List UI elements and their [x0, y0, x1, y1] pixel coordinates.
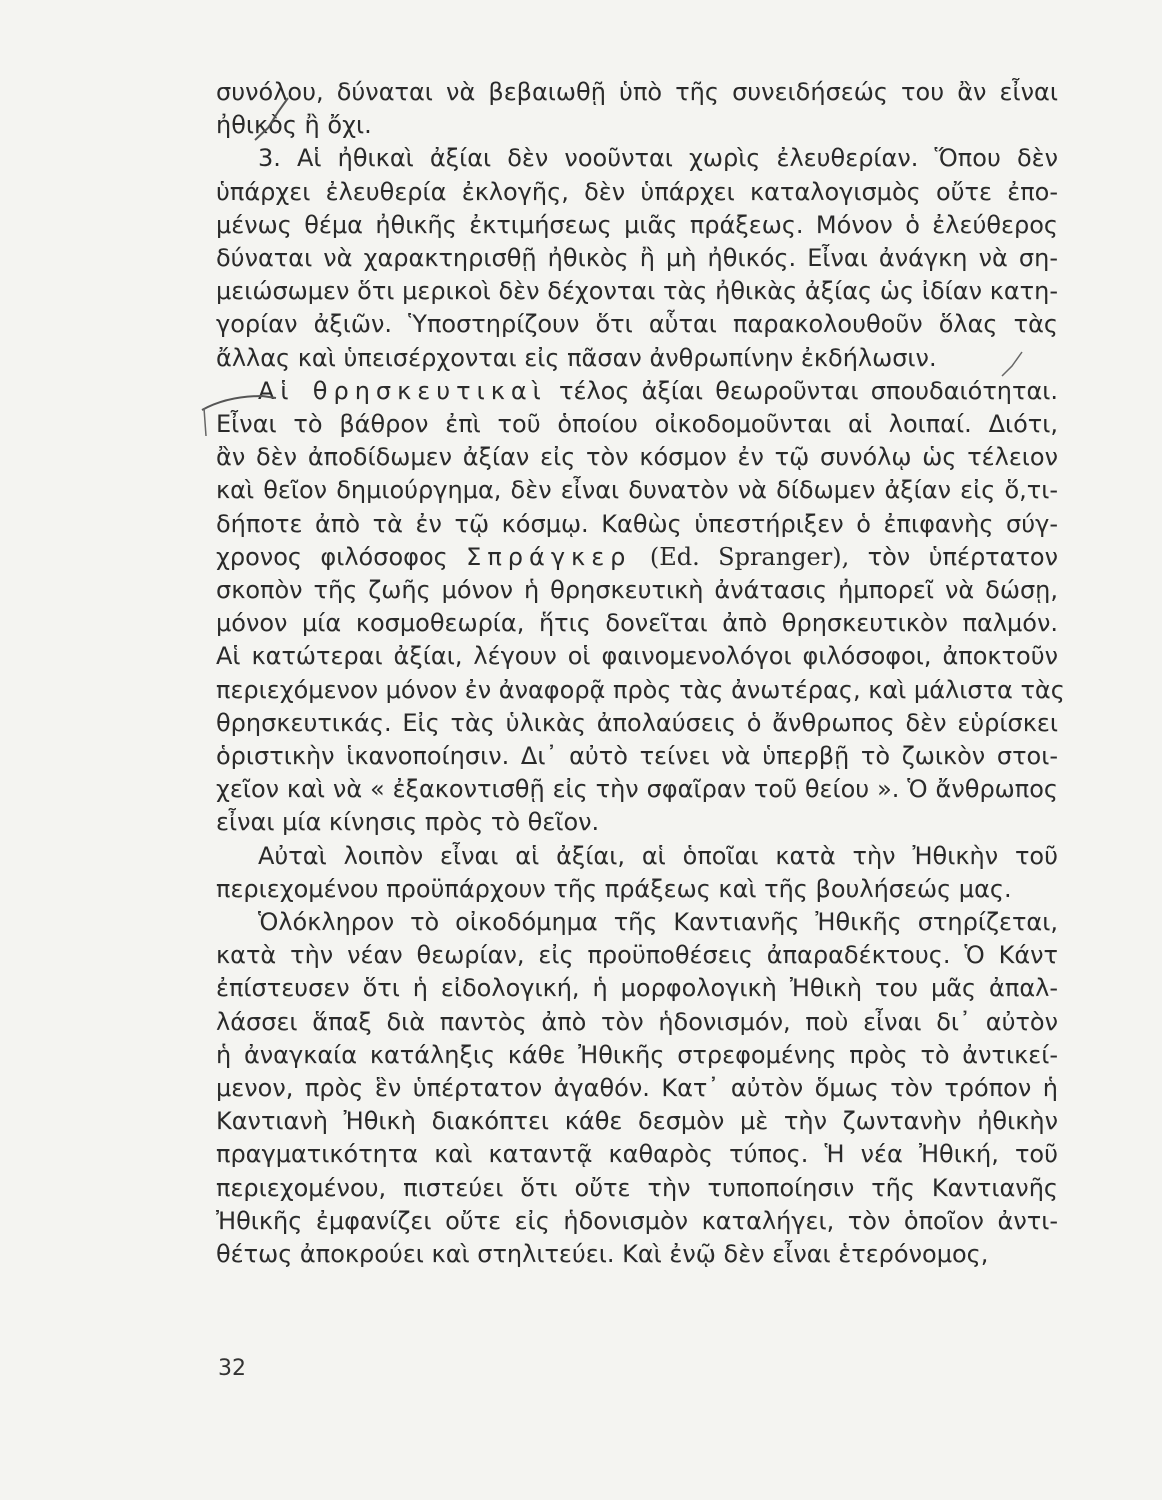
text-line: καὶ θεῖον δημιούργημα, δὲν εἶναι δυνατὸν νὰ δίδωμεν ἀξίαν εἰς ὅ,τι-	[216, 476, 1058, 504]
text-line: ὑπάρχει ἐλευθερία ἐκλογῆς, δὲν ὑπάρχει καταλογισμὸς οὔτε ἐπο-	[216, 178, 1058, 206]
text-line: σκοπὸν τῆς ζωῆς μόνον ἡ θρησκευτικὴ ἀνάτασις ἠμπορεῖ νὰ δώσῃ,	[216, 576, 1058, 604]
text-line: ἂν δὲν ἀποδίδωμεν ἀξίαν εἰς τὸν κόσμον ἐν τῷ συνόλῳ ὡς τέλειον	[216, 443, 1058, 471]
text-fragment: τέλος ἀξίαι θεωροῦνται σπουδαιότηται.	[546, 377, 1059, 405]
text-line: Εἶναι τὸ βάθρον ἐπὶ τοῦ ὁποίου οἰκοδομοῦνται αἱ λοιπαί. Διότι,	[216, 410, 1058, 438]
spaced-emphasis: Αἱ θρησκευτικαὶ	[258, 377, 547, 405]
text-line: Καντιανὴ Ἠθικὴ διακόπτει κάθε δεσμὸν μὲ τὴν ζωντανὴν ἠθικὴν	[216, 1107, 1058, 1135]
text-line: κατὰ τὴν νέαν θεωρίαν, εἰς προϋποθέσεις ἀπαραδέκτους. Ὁ Κάντ	[216, 941, 1058, 969]
text-line: μενον, πρὸς ἓν ὑπέρτατον ἀγαθόν. Κατ᾿ αὐτὸν ὅμως τὸν τρόπον ἡ	[216, 1074, 1058, 1102]
text-fragment: χρονος φιλόσοφος	[216, 543, 467, 571]
text-line: θέτως ἀποκρούει καὶ στηλιτεύει. Καὶ ἐνῷ δὲν εἶναι ἑτερόνομος,	[216, 1240, 989, 1268]
text-line: πραγματικότητα καὶ καταντᾷ καθαρὸς τύπος. Ἡ νέα Ἠθική, τοῦ	[216, 1140, 1058, 1168]
text-line: περιεχομένου προϋπάρχουν τῆς πράξεως καὶ τῆς βουλήσεώς μας.	[216, 875, 1012, 903]
text-line: συνόλου, δύναται νὰ βεβαιωθῇ ὑπὸ τῆς συνειδήσεώς του ἂν εἶναι	[216, 78, 1058, 106]
text-line: μειώσωμεν ὅτι μερικοὶ δὲν δέχονται τὰς ἠθικὰς ἀξίας ὡς ἰδίαν κατη-	[216, 277, 1058, 305]
text-line: Ἠθικῆς ἐμφανίζει οὔτε εἰς ἡδονισμὸν καταλήγει, τὸν ὁποῖον ἀντι-	[216, 1207, 1058, 1235]
text-line: εἶναι μία κίνησις πρὸς τὸ θεῖον.	[216, 808, 600, 836]
text-line: λάσσει ἅπαξ διὰ παντὸς ἀπὸ τὸν ἡδονισμόν, ποὺ εἶναι δι᾿ αὐτὸν	[216, 1008, 1058, 1036]
text-line: 3. Αἱ ἠθικαὶ ἀξίαι δὲν νοοῦνται χωρὶς ἐλευθερίαν. Ὅπου δὲν	[258, 144, 1058, 172]
text-line: ἐπίστευσεν ὅτι ἡ εἰδολογική, ἡ μορφολογικὴ Ἠθικὴ του μᾶς ἀπαλ-	[216, 974, 1058, 1002]
text-line	[258, 375, 1058, 407]
text-fragment: τὸν ὑπέρτατον	[849, 543, 1058, 571]
text-line: γορίαν ἀξιῶν. Ὑποστηρίζουν ὅτι αὗται παρακολουθοῦν ὅλας τὰς	[216, 310, 1058, 338]
text-line: μόνον μία κοσμοθεωρία, ἥτις δονεῖται ἀπὸ θρησκευτικὸν παλμόν.	[216, 609, 1058, 637]
text-line: χεῖον καὶ νὰ « ἐξακοντισθῇ εἰς τὴν σφαῖραν τοῦ θείου ». Ὁ ἄνθρωπος	[216, 775, 1058, 803]
text-line: δύναται νὰ χαρακτηρισθῇ ἠθικὸς ἢ μὴ ἠθικός. Εἶναι ἀνάγκη νὰ ση-	[216, 244, 1058, 272]
page-number: 32	[218, 1356, 246, 1381]
text-line: ἡ ἀναγκαία κατάληξις κάθε Ἠθικῆς στρεφομένης πρὸς τὸ ἀντικεί-	[216, 1041, 1058, 1069]
text-line: περιεχομένου, πιστεύει ὅτι οὔτε τὴν τυποποίησιν τῆς Καντιανῆς	[216, 1174, 1058, 1202]
text-line	[216, 541, 1058, 573]
spaced-emphasis: Σπράγκερ	[466, 543, 632, 571]
text-line: μένως θέμα ἠθικῆς ἐκτιμήσεως μιᾶς πράξεως. Μόνον ὁ ἐλεύθερος	[216, 211, 1058, 239]
text-line: περιεχόμενον μόνον ἐν ἀναφορᾷ πρὸς τὰς ἀνωτέρας, καὶ μάλιστα τὰς	[216, 676, 1065, 704]
text-line: ὁριστικὴν ἱκανοποίησιν. Δι᾿ αὐτὸ τείνει νὰ ὑπερβῇ τὸ ζωικὸν στοι-	[216, 742, 1058, 770]
text-line: ἠθικὸς ἢ ὄχι.	[216, 111, 372, 139]
text-line: Αὐταὶ λοιπὸν εἶναι αἱ ἀξίαι, αἱ ὁποῖαι κατὰ τὴν Ἠθικὴν τοῦ	[258, 842, 1058, 870]
text-line: θρησκευτικάς. Εἰς τὰς ὑλικὰς ἀπολαύσεις ὁ ἄνθρωπος δὲν εὑρίσκει	[216, 709, 1058, 737]
text-line: Αἱ κατώτεραι ἀξίαι, λέγουν οἱ φαινομενολόγοι φιλόσοφοι, ἀποκτοῦν	[216, 642, 1058, 670]
text-line: δήποτε ἀπὸ τὰ ἐν τῷ κόσμῳ. Καθὼς ὑπεστήριξεν ὁ ἐπιφανὴς σύγ-	[216, 510, 1058, 538]
pencil-paragraph-mark	[204, 408, 206, 436]
text-line: Ὁλόκληρον τὸ οἰκοδόμημα τῆς Καντιανῆς Ἠθικῆς στηρίζεται,	[258, 908, 1058, 936]
text-line: ἄλλας καὶ ὑπεισέρχονται εἰς πᾶσαν ἀνθρωπίνην ἐκδήλωσιν.	[216, 344, 937, 372]
latin-name: (Ed. Spranger),	[631, 543, 850, 571]
